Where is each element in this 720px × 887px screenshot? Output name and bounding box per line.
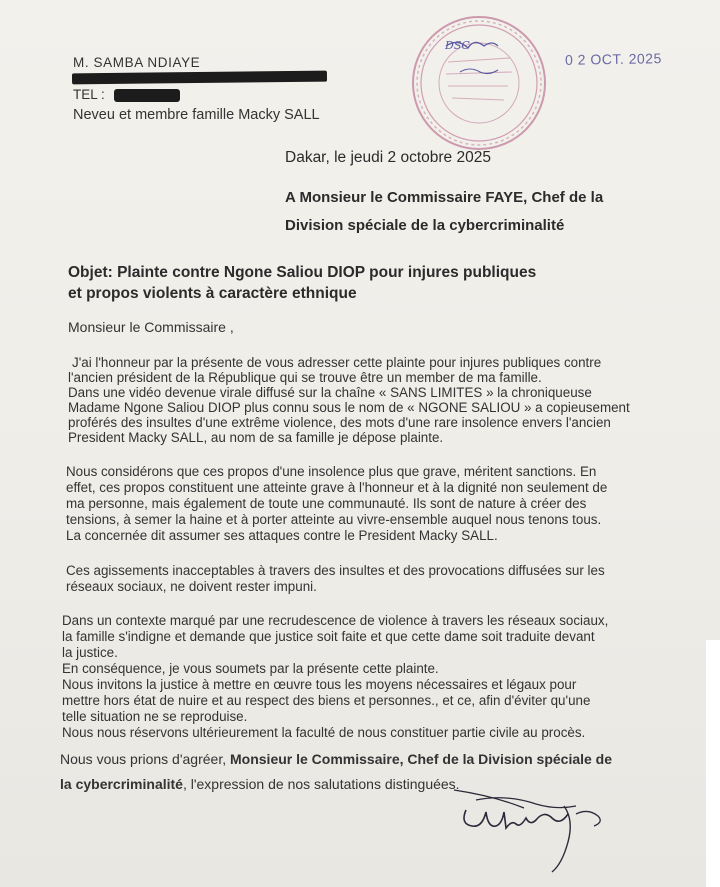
paragraph-line: ma personne, mais également de toute une communauté. Ils sont de nature à créer des [66, 496, 587, 511]
paragraph-line: Ces agissements inacceptables à travers des insultes et des provocations diffusées sur les [66, 563, 605, 578]
closing-line [60, 752, 612, 766]
closing-text: , l'expression de nos salutations distinguées. [182, 776, 460, 792]
paragraph-line: En conséquence, je vous soumets par la présente cette plainte. [62, 661, 439, 676]
handwritten-signature [446, 770, 626, 880]
addressee-line: Division spéciale de la cybercriminalité [285, 217, 565, 234]
stamp-handwriting: DSC [445, 39, 470, 52]
paragraph-line: Nous nous réservons ultérieurement la faculté de nous constituer partie civile au procès. [62, 725, 586, 740]
official-stamp [408, 12, 550, 154]
sender-tel-label: TEL : [73, 87, 105, 102]
paragraph-line: Nous invitons la justice à mettre en œuvre tous les moyens nécessaires et légaux pour [62, 677, 577, 692]
addressee-line: A Monsieur le Commissaire FAYE, Chef de la [285, 189, 604, 206]
object-line: Objet: Plainte contre Ngone Saliou DIOP pour injures publiques [68, 264, 537, 281]
paragraph-line: Dans un contexte marqué par une recrudescence de violence à travers les réseaux sociaux, [62, 613, 609, 628]
closing-title-bold: Monsieur le Commissaire, Chef de la Division spéciale de [230, 751, 613, 767]
paragraph-line: effet, ces propos constituent une atteinte grave à l'honneur et à la dignité non seulement de [66, 480, 608, 495]
paragraph-line: telle situation ne se reproduise. [62, 709, 248, 724]
object-line: et propos violents à caractère ethnique [68, 285, 357, 302]
place-date: Dakar, le jeudi 2 octobre 2025 [285, 149, 491, 166]
stamp-date: 0 2 OCT. 2025 [564, 50, 662, 68]
paragraph-line: Madame Ngone Saliou DIOP plus connu sous le nom de « NGONE SALIOU » a copieusement [68, 400, 630, 415]
paragraph-line: tensions, à semer la haine et à porter atteinte au vivre-ensemble auquel nous tenons tous. [66, 512, 602, 527]
paragraph-line: proférés des insultes d'une extrême violence, des mots d'une rare insolence envers l'ancien [68, 415, 611, 430]
redaction-bar [114, 89, 180, 102]
paragraph-line: La concernée dit assumer ses attaques contre le President Macky SALL. [66, 528, 498, 543]
paragraph-line: J'ai l'honneur par la présente de vous adresser cette plainte pour injures publiques contre [72, 355, 602, 370]
redaction-bar [72, 71, 327, 85]
paragraph-line: la famille s'indigne et demande que justice soit faite et que cette dame soit traduite devant [62, 629, 595, 644]
page-edge [706, 640, 720, 887]
paragraph-line: réseaux sociaux, ne doivent rester impuni. [66, 579, 317, 594]
paragraph-line: la justice. [62, 645, 118, 660]
sender-name: M. SAMBA NDIAYE [73, 55, 201, 70]
paragraph-line: mettre hors état de nuire et au respect des biens et personnes., et ce, afin d'éviter qu'une [62, 693, 591, 708]
sender-relation: Neveu et membre famille Macky SALL [73, 107, 320, 123]
greeting: Monsieur le Commissaire , [68, 319, 234, 335]
closing-text: Nous vous prions d'agréer, [60, 751, 230, 767]
paragraph-line: President Macky SALL, au nom de sa famille je dépose plainte. [68, 430, 444, 445]
paragraph-line: Nous considérons que ces propos d'une insolence plus que grave, méritent sanctions. En [66, 464, 597, 479]
paragraph-line: l'ancien président de la République qui se trouve être un member de ma famille. [68, 370, 542, 385]
closing-line [60, 777, 460, 791]
closing-title-bold: la cybercriminalité [60, 776, 183, 792]
paragraph-line: Dans une vidéo devenue virale diffusé sur la chaîne « SANS LIMITES » la chroniqueuse [68, 385, 592, 400]
